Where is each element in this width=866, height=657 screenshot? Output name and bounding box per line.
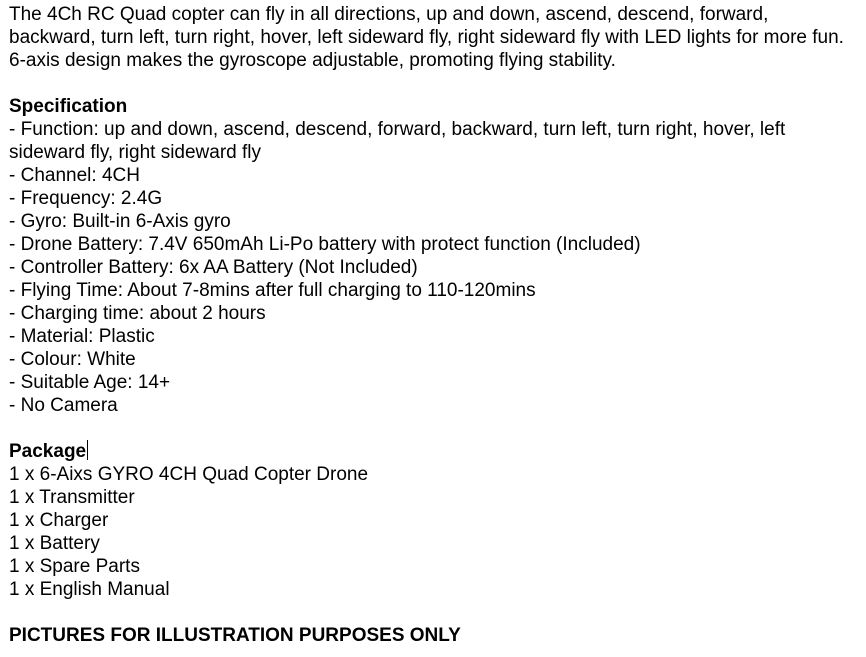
spec-item-suitable-age: - Suitable Age: 14+: [9, 372, 171, 393]
spec-item-drone-battery: - Drone Battery: 7.4V 650mAh Li-Po battery with protect function (Included): [9, 234, 641, 255]
spec-item-controller-battery: - Controller Battery: 6x AA Battery (Not Included): [9, 257, 418, 278]
blank-line: [9, 72, 859, 95]
specification-heading: Specification: [9, 96, 128, 117]
package-item: 1 x English Manual: [9, 579, 170, 600]
package-item: 1 x Transmitter: [9, 487, 135, 508]
spec-item-colour: - Colour: White: [9, 349, 136, 370]
text-cursor: [87, 440, 88, 460]
blank-line: [9, 417, 859, 440]
spec-item-function: - Function: up and down, ascend, descend, forward, backward, turn left, turn right, hover, left sideward fly, right sideward fly: [9, 119, 786, 163]
disclaimer-text: PICTURES FOR ILLUSTRATION PURPOSES ONLY: [9, 625, 461, 646]
spec-item-frequency: - Frequency: 2.4G: [9, 188, 163, 209]
document-body[interactable]: [9, 3, 859, 647]
package-item: 1 x Spare Parts: [9, 556, 140, 577]
intro-paragraph: The 4Ch RC Quad copter can fly in all directions, up and down, ascend, descend, forward, backward, turn left, turn right, hover, left sideward fly, right sideward fly with LED lights for more fun. 6-axis design makes the gyroscope adjustable, promoting flying stability.: [9, 4, 844, 71]
spec-item-material: - Material: Plastic: [9, 326, 155, 347]
spec-item-charging-time: - Charging time: about 2 hours: [9, 303, 266, 324]
spec-item-channel: - Channel: 4CH: [9, 165, 140, 186]
spec-item-gyro: - Gyro: Built-in 6-Axis gyro: [9, 211, 231, 232]
spec-item-flying-time: - Flying Time: About 7-8mins after full charging to 110-120mins: [9, 280, 536, 301]
package-heading: Package: [9, 441, 87, 462]
package-item: 1 x Charger: [9, 510, 109, 531]
package-heading-line: [9, 440, 859, 463]
blank-line: [9, 601, 859, 624]
package-item: 1 x Battery: [9, 533, 100, 554]
spec-item-camera: - No Camera: [9, 395, 118, 416]
package-item: 1 x 6-Aixs GYRO 4CH Quad Copter Drone: [9, 464, 369, 485]
